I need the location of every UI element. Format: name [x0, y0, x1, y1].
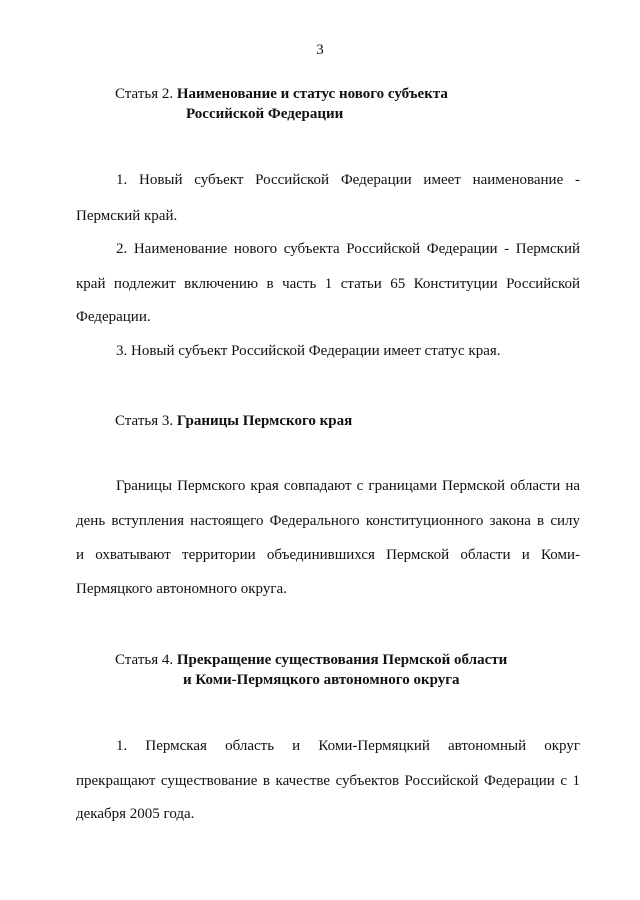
article-3-line2: день вступления настоящего Федерального конституционного закона в силу [76, 513, 580, 529]
article-2-title-line2: Российской Федерации [186, 106, 344, 122]
article-2-heading [115, 84, 448, 104]
article-2-p2-line2: край подлежит включению в часть 1 статьи 65 Конституции Российской [76, 276, 580, 292]
article-4-heading [115, 650, 507, 670]
article-4-label: Статья 4. [115, 652, 174, 668]
article-2-p2-line3: Федерации. [76, 309, 151, 325]
article-2-p3: 3. Новый субъект Российской Федерации имеет статус края. [116, 343, 501, 359]
article-3-label: Статья 3. [115, 413, 174, 429]
page-number: 3 [316, 42, 324, 58]
article-3-line4: Пермяцкого автономного округа. [76, 581, 287, 597]
article-4-title-line1: Прекращение существования Пермской области [176, 652, 508, 668]
article-4-title-line2: и Коми-Пермяцкого автономного округа [183, 672, 460, 688]
article-2-label: Статья 2. [115, 86, 174, 102]
article-2-title-line1: Наименование и статус нового субъекта [176, 86, 448, 102]
article-3-title: Границы Пермского края [176, 413, 353, 429]
article-2-p1-line1: 1. Новый субъект Российской Федерации имеет наименование - [116, 172, 580, 188]
article-2-p1-line2: Пермский край. [76, 208, 178, 224]
article-2-p2-line1: 2. Наименование нового субъекта Российской Федерации - Пермский [116, 241, 580, 257]
article-3-line1: Границы Пермского края совпадают с границами Пермской области на [116, 478, 580, 494]
article-3-heading [115, 411, 352, 431]
article-4-p1-line1: 1. Пермская область и Коми-Пермяцкий автономный округ [116, 738, 580, 754]
article-3-line3: и охватывают территории объединившихся Пермской области и Коми- [76, 547, 580, 563]
article-4-p1-line3: декабря 2005 года. [76, 806, 195, 822]
article-4-p1-line2: прекращают существование в качестве субъектов Российской Федерации с 1 [76, 773, 580, 789]
